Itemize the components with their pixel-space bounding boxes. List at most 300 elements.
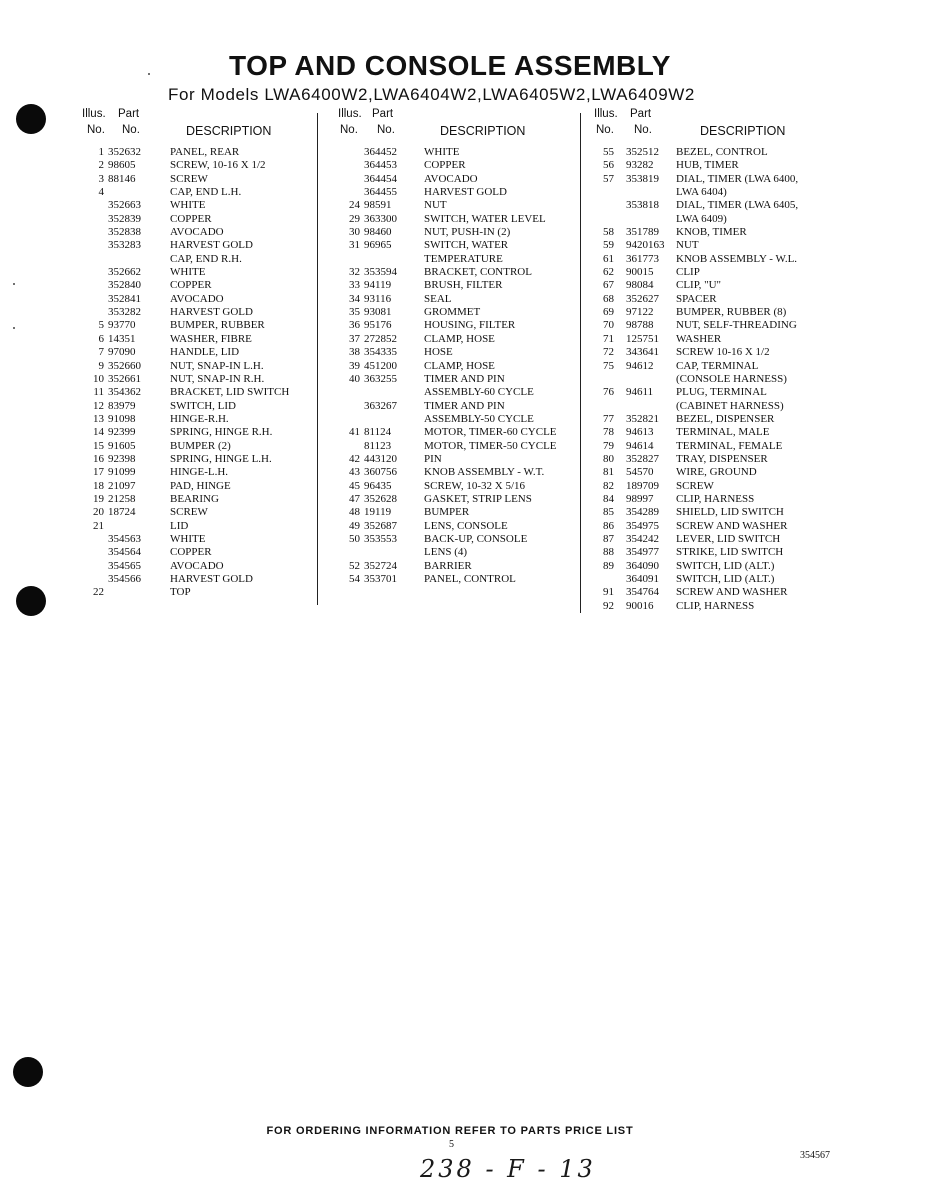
part-number: 90016	[626, 599, 654, 612]
part-description: COPPER	[170, 546, 212, 559]
part-description: (CONSOLE HARNESS)	[676, 372, 787, 385]
illus-number: 30	[349, 226, 360, 239]
part-row	[330, 466, 576, 479]
part-row	[330, 546, 576, 559]
part-description: HARVEST GOLD	[170, 239, 253, 252]
part-row	[330, 333, 576, 346]
illus-number: 82	[603, 479, 614, 492]
illus-number: 16	[93, 452, 104, 465]
part-description: LID	[170, 519, 189, 532]
part-description: BACK-UP, CONSOLE	[424, 532, 528, 545]
part-description: AVOCADO	[170, 292, 224, 305]
part-number: 272852	[364, 332, 397, 345]
part-row	[78, 213, 314, 226]
illus-number: 37	[349, 332, 360, 345]
page-number: 5	[449, 1139, 454, 1150]
illus-number: 62	[603, 266, 614, 279]
part-label: Part	[372, 108, 394, 120]
part-row	[590, 360, 840, 373]
scan-speck	[13, 283, 15, 285]
illus-number: 80	[603, 452, 614, 465]
part-description: HUB, TIMER	[676, 159, 739, 172]
part-description: BUMPER, RUBBER (8)	[676, 306, 787, 319]
part-number: 353594	[364, 266, 397, 279]
part-row	[78, 426, 314, 439]
part-number: 352839	[108, 212, 141, 225]
parts-column-1	[78, 108, 314, 600]
illus-number: 2	[98, 159, 104, 172]
part-number: 95176	[364, 319, 392, 332]
part-number: 94119	[364, 279, 392, 292]
part-description: BEZEL, CONTROL	[676, 146, 768, 158]
part-number: 354566	[108, 573, 141, 585]
binder-hole	[13, 1057, 43, 1087]
illus-number: 72	[603, 346, 614, 359]
illus-number: 49	[349, 519, 360, 532]
illus-number: 24	[349, 199, 360, 212]
part-number: 351789	[626, 226, 659, 239]
part-description: ASSEMBLY-50 CYCLE	[424, 412, 534, 425]
illus-number: 58	[603, 226, 614, 239]
part-number: 98788	[626, 319, 654, 332]
part-row	[590, 226, 840, 239]
part-row	[590, 173, 840, 186]
illus-number: 87	[603, 532, 614, 545]
illus-number: 7	[98, 346, 104, 359]
part-number: 93282	[626, 159, 654, 172]
part-row	[590, 266, 840, 279]
part-number: 92399	[108, 426, 136, 439]
part-number: 352663	[108, 199, 141, 212]
part-description: AVOCADO	[170, 559, 224, 572]
part-row	[330, 279, 576, 292]
part-number: 18724	[108, 506, 136, 519]
part-description: WHITE	[170, 266, 206, 279]
part-number: 363300	[364, 212, 397, 225]
page-subtitle: For Models LWA6400W2,LWA6404W2,LWA6405W2,LWA6409W2	[168, 85, 695, 104]
part-number: 91099	[108, 466, 136, 479]
part-row	[330, 400, 576, 413]
part-number: 352662	[108, 266, 141, 279]
part-row	[590, 386, 840, 399]
part-row	[590, 453, 840, 466]
part-row	[590, 480, 840, 493]
illus-number: 68	[603, 292, 614, 305]
page-title: TOP AND CONSOLE ASSEMBLY	[229, 50, 671, 81]
part-row	[78, 333, 314, 346]
part-row	[590, 239, 840, 252]
illus-number: 10	[93, 372, 104, 385]
part-number: 92398	[108, 452, 136, 465]
part-description: CLIP, HARNESS	[676, 599, 755, 612]
part-description: BARRIER	[424, 559, 472, 572]
illus-number: 88	[603, 546, 614, 559]
part-number: 354242	[626, 532, 659, 545]
part-row	[590, 440, 840, 453]
part-description: BUMPER	[424, 506, 470, 519]
part-row	[78, 253, 314, 266]
part-row	[330, 493, 576, 506]
illus-number: 84	[603, 492, 614, 505]
part-row	[330, 146, 576, 159]
part-number: 354289	[626, 506, 659, 519]
no-label: No.	[377, 124, 395, 136]
part-description: LEVER, LID SWITCH	[676, 532, 781, 545]
part-description: AVOCADO	[424, 172, 478, 185]
part-row	[78, 173, 314, 186]
part-description: HOUSING, FILTER	[424, 319, 516, 332]
part-row	[330, 533, 576, 546]
illus-number: 17	[93, 466, 104, 479]
illus-number: 39	[349, 359, 360, 372]
illus-number: 89	[603, 559, 614, 572]
part-row	[590, 146, 840, 159]
part-row	[78, 293, 314, 306]
part-row	[78, 440, 314, 453]
part-description: BEARING	[170, 492, 219, 505]
binder-hole	[16, 104, 46, 134]
illus-number: 71	[603, 332, 614, 345]
part-row	[590, 426, 840, 439]
part-row	[590, 159, 840, 172]
part-number: 353818	[626, 199, 659, 212]
part-number: 96435	[364, 479, 392, 492]
part-description: MOTOR, TIMER-60 CYCLE	[424, 426, 557, 439]
part-row	[590, 506, 840, 519]
part-number: 352827	[626, 452, 659, 465]
illus-number: 21	[93, 519, 104, 532]
part-label: Part	[630, 108, 652, 120]
illus-number: 9	[98, 359, 104, 372]
part-row	[330, 440, 576, 453]
part-row	[590, 533, 840, 546]
illus-number: 55	[603, 146, 614, 158]
illus-number: 5	[98, 319, 104, 332]
part-description: BRUSH, FILTER	[424, 279, 503, 292]
part-description: BEZEL, DISPENSER	[676, 412, 775, 425]
part-number: 93770	[108, 319, 136, 332]
illus-number: 70	[603, 319, 614, 332]
part-number: 354335	[364, 346, 397, 359]
part-row	[78, 546, 314, 559]
part-row	[78, 159, 314, 172]
part-number: 90015	[626, 266, 654, 279]
part-number: 352660	[108, 359, 141, 372]
part-number: 353701	[364, 573, 397, 585]
part-description: HOSE	[424, 346, 453, 359]
parts-column-3	[590, 108, 840, 613]
part-row	[330, 506, 576, 519]
part-description: GROMMET	[424, 306, 481, 319]
part-description: BUMPER, RUBBER	[170, 319, 265, 332]
part-row	[590, 213, 840, 226]
part-row	[590, 186, 840, 199]
part-number: 189709	[626, 479, 659, 492]
part-description: SCREW	[170, 172, 208, 185]
part-description: CAP, TERMINAL	[676, 359, 759, 372]
part-row	[590, 306, 840, 319]
illus-number: 31	[349, 239, 360, 252]
part-description: BRACKET, CONTROL	[424, 266, 532, 279]
part-description: GASKET, STRIP LENS	[424, 492, 532, 505]
part-description: PANEL, CONTROL	[424, 573, 516, 585]
part-number: 98460	[364, 226, 392, 239]
illus-number: 35	[349, 306, 360, 319]
part-description: WIRE, GROUND	[676, 466, 757, 479]
illus-number: 67	[603, 279, 614, 292]
illus-number: 6	[98, 332, 104, 345]
part-row	[590, 560, 840, 573]
part-number: 364453	[364, 159, 397, 172]
parts-list	[330, 146, 576, 586]
part-number: 343641	[626, 346, 659, 359]
part-number: 354975	[626, 519, 659, 532]
part-row	[330, 520, 576, 533]
part-description: HINGE-L.H.	[170, 466, 229, 479]
illus-label: Illus.	[594, 108, 618, 120]
part-row	[78, 239, 314, 252]
part-description: WHITE	[424, 146, 460, 158]
scan-speck	[13, 327, 15, 329]
illus-number: 81	[603, 466, 614, 479]
part-description: SWITCH, LID	[170, 399, 236, 412]
part-description: CLAMP, HOSE	[424, 332, 495, 345]
part-row	[78, 413, 314, 426]
part-description: SHIELD, LID SWITCH	[676, 506, 784, 519]
part-number: 364091	[626, 573, 659, 585]
part-description: CLIP, "U"	[676, 279, 722, 292]
part-number: 81123	[364, 439, 392, 452]
part-row	[330, 413, 576, 426]
part-row	[78, 226, 314, 239]
part-number: 354764	[626, 586, 659, 599]
illus-number: 77	[603, 412, 614, 425]
part-description: SEAL	[424, 292, 452, 305]
part-row	[590, 493, 840, 506]
illus-number: 12	[93, 399, 104, 412]
part-row	[78, 573, 314, 586]
part-row	[78, 466, 314, 479]
illus-number: 4	[98, 186, 104, 199]
illus-number: 79	[603, 439, 614, 452]
description-label: DESCRIPTION	[440, 124, 526, 138]
part-row	[330, 186, 576, 199]
part-number: 352687	[364, 519, 397, 532]
part-description: TRAY, DISPENSER	[676, 452, 768, 465]
part-row	[78, 453, 314, 466]
illus-number: 75	[603, 359, 614, 372]
part-number: 354362	[108, 386, 141, 399]
part-number: 21258	[108, 492, 136, 505]
part-number: 98997	[626, 492, 654, 505]
illus-number: 78	[603, 426, 614, 439]
part-row	[330, 573, 576, 586]
part-description: BUMPER (2)	[170, 439, 231, 452]
part-row	[78, 400, 314, 413]
illus-number: 47	[349, 492, 360, 505]
illus-number: 45	[349, 479, 360, 492]
part-description: SPACER	[676, 292, 717, 305]
illus-number: 41	[349, 426, 360, 439]
illus-number: 11	[93, 386, 104, 399]
part-description: TOP	[170, 586, 191, 599]
illus-number: 85	[603, 506, 614, 519]
part-number: 97122	[626, 306, 654, 319]
no-label: No.	[596, 124, 614, 136]
part-number: 352512	[626, 146, 659, 158]
part-number: 9420163	[626, 239, 665, 252]
part-description: HARVEST GOLD	[170, 306, 253, 319]
part-row	[330, 266, 576, 279]
no-label: No.	[87, 124, 105, 136]
part-description: SWITCH, WATER LEVEL	[424, 212, 546, 225]
ordering-note: FOR ORDERING INFORMATION REFER TO PARTS PRICE LIST	[266, 1125, 634, 1137]
part-description: HINGE-R.H.	[170, 412, 229, 425]
part-row	[78, 586, 314, 599]
part-number: 364090	[626, 559, 659, 572]
part-description: CLIP, HARNESS	[676, 492, 755, 505]
part-row	[330, 386, 576, 399]
part-description: LENS, CONSOLE	[424, 519, 508, 532]
no-label: No.	[340, 124, 358, 136]
part-row	[590, 413, 840, 426]
illus-number: 20	[93, 506, 104, 519]
part-number: 352628	[364, 492, 397, 505]
part-row	[78, 306, 314, 319]
part-description: DIAL, TIMER (LWA 6405,	[676, 199, 799, 212]
illus-number: 33	[349, 279, 360, 292]
part-description: WHITE	[170, 532, 206, 545]
part-number: 94614	[626, 439, 654, 452]
part-description: SPRING, HINGE R.H.	[170, 426, 273, 439]
illus-number: 76	[603, 386, 614, 399]
part-description: PLUG, TERMINAL	[676, 386, 767, 399]
column-header	[330, 108, 576, 142]
illus-number: 61	[603, 252, 614, 265]
part-row	[78, 520, 314, 533]
part-number: 354565	[108, 559, 141, 572]
parts-list	[78, 146, 314, 600]
illus-number: 32	[349, 266, 360, 279]
illus-number: 69	[603, 306, 614, 319]
handwritten-annotation: 238 - F - 13	[420, 1155, 596, 1183]
illus-label: Illus.	[338, 108, 362, 120]
illus-number: 22	[93, 586, 104, 599]
part-number: 352661	[108, 372, 141, 385]
part-row	[330, 319, 576, 332]
column-divider	[580, 113, 581, 613]
part-description: WASHER, FIBRE	[170, 332, 252, 345]
part-row	[78, 319, 314, 332]
illus-number: 56	[603, 159, 614, 172]
illus-number: 3	[98, 172, 104, 185]
part-number: 91605	[108, 439, 136, 452]
part-row	[330, 426, 576, 439]
illus-number: 91	[603, 586, 614, 599]
part-row	[78, 560, 314, 573]
part-number: 98084	[626, 279, 654, 292]
column-divider	[317, 113, 318, 605]
part-row	[330, 253, 576, 266]
parts-list	[590, 146, 840, 613]
illus-number: 14	[93, 426, 104, 439]
part-number: 354977	[626, 546, 659, 559]
part-number: 354563	[108, 532, 141, 545]
part-description: BRACKET, LID SWITCH	[170, 386, 290, 399]
illus-number: 42	[349, 452, 360, 465]
part-description: PAD, HINGE	[170, 479, 231, 492]
illus-number: 92	[603, 599, 614, 612]
part-row	[590, 279, 840, 292]
part-row	[78, 493, 314, 506]
part-number: 361773	[626, 252, 659, 265]
part-number: 364454	[364, 172, 397, 185]
part-number: 364455	[364, 186, 397, 199]
part-row	[78, 146, 314, 159]
part-row	[590, 319, 840, 332]
illus-number: 43	[349, 466, 360, 479]
part-row	[590, 333, 840, 346]
part-number: 94612	[626, 359, 654, 372]
part-row	[78, 279, 314, 292]
part-description: SCREW	[170, 506, 208, 519]
part-description: KNOB, TIMER	[676, 226, 747, 239]
illus-number: 36	[349, 319, 360, 332]
part-row	[78, 360, 314, 373]
part-row	[590, 573, 840, 586]
part-row	[590, 293, 840, 306]
part-number: 83979	[108, 399, 136, 412]
part-description: HANDLE, LID	[170, 346, 240, 359]
part-description: SWITCH, WATER	[424, 239, 509, 252]
part-number: 98605	[108, 159, 136, 172]
part-row	[78, 373, 314, 386]
part-row	[78, 480, 314, 493]
part-number: 14351	[108, 332, 136, 345]
part-row	[330, 293, 576, 306]
no-label: No.	[634, 124, 652, 136]
column-header	[590, 108, 840, 142]
part-row	[78, 199, 314, 212]
part-description: STRIKE, LID SWITCH	[676, 546, 784, 559]
illus-number: 38	[349, 346, 360, 359]
part-number: 93081	[364, 306, 392, 319]
part-description: DIAL, TIMER (LWA 6400,	[676, 172, 799, 185]
part-description: WHITE	[170, 199, 206, 212]
part-number: 21097	[108, 479, 136, 492]
part-row	[330, 199, 576, 212]
part-description: NUT	[676, 239, 699, 252]
column-header	[78, 108, 314, 142]
illus-number: 50	[349, 532, 360, 545]
part-description: CLIP	[676, 266, 700, 279]
part-row	[78, 346, 314, 359]
part-description: NUT	[424, 199, 447, 212]
part-number: 353553	[364, 532, 397, 545]
part-number: 94611	[626, 386, 654, 399]
illus-number: 54	[349, 573, 360, 585]
parts-column-2	[330, 108, 576, 586]
illus-number: 15	[93, 439, 104, 452]
part-description: (CABINET HARNESS)	[676, 399, 784, 412]
part-number: 352838	[108, 226, 141, 239]
part-description: SCREW AND WASHER	[676, 519, 788, 532]
part-row	[330, 480, 576, 493]
part-number: 353819	[626, 172, 659, 185]
part-row	[330, 173, 576, 186]
part-row	[590, 520, 840, 533]
no-label: No.	[122, 124, 140, 136]
